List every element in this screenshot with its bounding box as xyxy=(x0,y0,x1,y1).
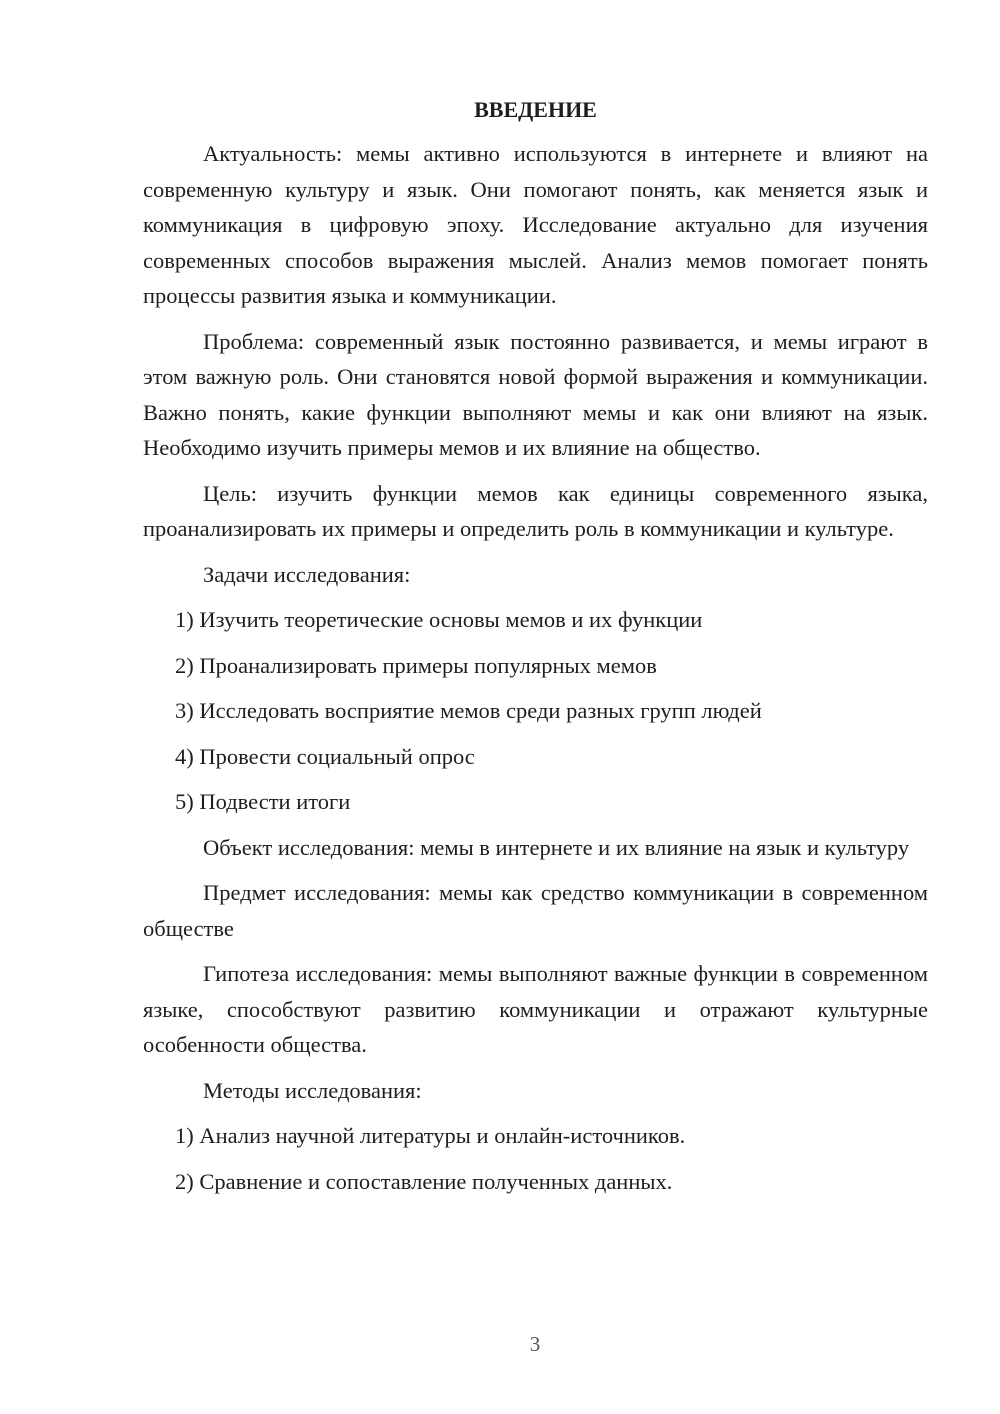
methods-title: Методы исследования: xyxy=(203,1077,422,1103)
method-item: 2) Сравнение и сопоставление полученных данных. xyxy=(175,1168,673,1194)
relevance-paragraph: Актуальность: мемы активно используются в интернете и влияют на современную культуру и язык. Они помогают понять, как меняется язык и коммуникация в цифровую эпоху. Исследование актуально для изучения современных способов выражения мыслей. Анализ мемов помогает понять процессы развития языка и коммуникации. xyxy=(143,141,928,308)
task-item: 5) Подвести итоги xyxy=(175,789,351,814)
page-title: ВВЕДЕНИЕ xyxy=(474,97,597,122)
document-page xyxy=(143,92,928,1209)
task-item: 1) Изучить теоретические основы мемов и их функции xyxy=(175,607,703,632)
hypothesis-paragraph: Гипотеза исследования: мемы выполняют важные функции в современном языке, способствуют развитию коммуникации и отражают культурные особенности общества. xyxy=(143,961,928,1057)
goal-paragraph: Цель: изучить функции мемов как единицы современного языка, проанализировать их примеры и определить роль в коммуникации и культуре. xyxy=(143,480,928,541)
task-item: 4) Провести социальный опрос xyxy=(175,743,475,769)
method-item: 1) Анализ научной литературы и онлайн-источников. xyxy=(175,1123,686,1148)
task-item: 3) Исследовать восприятие мемов среди разных групп людей xyxy=(175,698,762,723)
task-item: 2) Проанализировать примеры популярных мемов xyxy=(175,652,657,678)
page-number: 3 xyxy=(529,1332,541,1356)
subject-paragraph: Предмет исследования: мемы как средство коммуникации в современном обществе xyxy=(143,880,928,941)
object-paragraph: Объект исследования: мемы в интернете и их влияние на язык и культуру xyxy=(203,834,910,860)
tasks-title: Задачи исследования: xyxy=(203,561,411,587)
problem-paragraph: Проблема: современный язык постоянно развивается, и мемы играют в этом важную роль. Они становятся новой формой выражения и коммуникации. Важно понять, какие функции выполняют мемы и как они влияют на язык. Необходимо изучить примеры мемов и их влияние на общество. xyxy=(143,328,928,460)
